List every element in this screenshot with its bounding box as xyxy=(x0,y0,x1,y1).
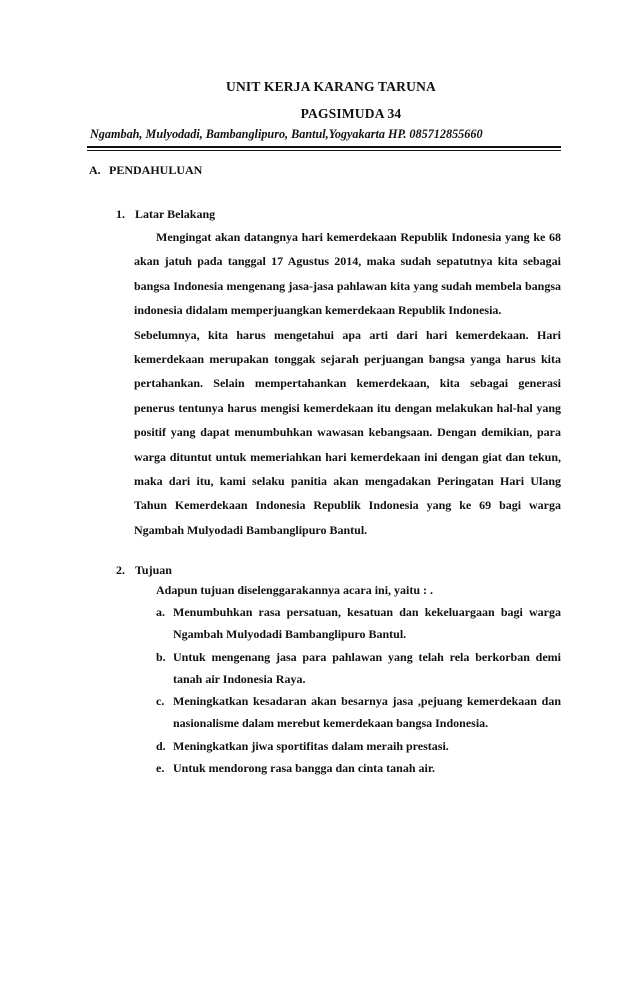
list-item-letter: b. xyxy=(156,649,166,664)
section-heading xyxy=(89,163,202,178)
header-rule-thick xyxy=(87,146,561,148)
list-item xyxy=(156,601,561,646)
list-item xyxy=(156,757,561,779)
list-item-text: Untuk mendorong rasa bangga dan cinta tanah air. xyxy=(173,761,436,776)
list-item-text: Meningkatkan kesadaran akan besarnya jasa ,pejuang kemerdekaan dan nasionalisme dalam merebut kemerdekaan bangsa Indonesia. xyxy=(173,694,561,731)
background-paragraph-1: Mengingat akan datangnya hari kemerdekaan Republik Indonesia yang ke 68 akan jatuh pada tanggal 17 Agustus 2014, maka sudah sepatutnya kita sebagai bangsa Indonesia mengenang jasa-jasa pahlawan kita yang sudah membela bangsa indonesia didalam memperjuangkan kemerdekaan Republik Indonesia. xyxy=(134,230,561,318)
item2-heading xyxy=(116,563,172,578)
item1-heading xyxy=(116,207,215,222)
item2-title: Tujuan xyxy=(135,563,172,577)
background-paragraph-2: Sebelumnya, kita harus mengetahui apa arti dari hari kemerdekaan. Hari kemerdekaan merupakan tonggak sejarah perjuangan bangsa yanga harus kita pertahankan. Selain mempertahankan kemerdekaan, kita sebagai generasi penerus tentunya harus mengisi kemerdekaan itu dengan melakukan hal-hal yang positif yang dapat menumbuhkan wawasan kebangsaan. Dengan demikian, para warga dituntut untuk memeriahkan hari kemerdekaan ini dengan giat dan tekun, maka dari itu, kami selaku panitia akan mengadakan Peringatan Hari Ulang Tahun Kemerdekaan Indonesia Republik Indonesia yang ke 69 bagi warga Ngambah Mulyodadi Bambanglipuro Bantul. xyxy=(134,327,561,537)
list-item-letter: c. xyxy=(156,694,165,709)
unit-name-heading: PAGSIMUDA 34 xyxy=(300,106,402,121)
header-rule-thin xyxy=(87,150,561,151)
org-name-heading: UNIT KERJA KARANG TARUNA xyxy=(226,79,436,94)
list-item-text: Menumbuhkan rasa persatuan, kesatuan dan kekeluargaan bagi warga Ngambah Mulyodadi Bambanglipuro Bantul. xyxy=(173,605,561,642)
list-item-letter: a. xyxy=(156,605,165,619)
objectives-intro: Adapun tujuan diselenggarakannya acara ini, yaitu : . xyxy=(156,583,434,597)
list-item-letter: d. xyxy=(156,738,166,753)
section-title: PENDAHULUAN xyxy=(109,163,203,177)
item1-number: 1. xyxy=(116,207,125,221)
address-line: Ngambah, Mulyodadi, Bambanglipuro, Bantul,Yogyakarta HP. 085712855660 xyxy=(90,127,483,141)
item1-title: Latar Belakang xyxy=(135,207,216,221)
objectives-list xyxy=(156,601,561,779)
list-item-letter: e. xyxy=(156,761,165,776)
list-item-text: Meningkatkan jiwa sportifitas dalam meraih prestasi. xyxy=(173,738,449,753)
list-item xyxy=(156,646,561,691)
list-item xyxy=(156,735,561,757)
background-text xyxy=(134,225,561,542)
item2-number: 2. xyxy=(116,563,125,577)
section-marker: A. xyxy=(89,163,101,177)
list-item xyxy=(156,690,561,735)
list-item-text: Untuk mengenang jasa para pahlawan yang telah rela berkorban demi tanah air Indonesia Raya. xyxy=(173,649,561,686)
